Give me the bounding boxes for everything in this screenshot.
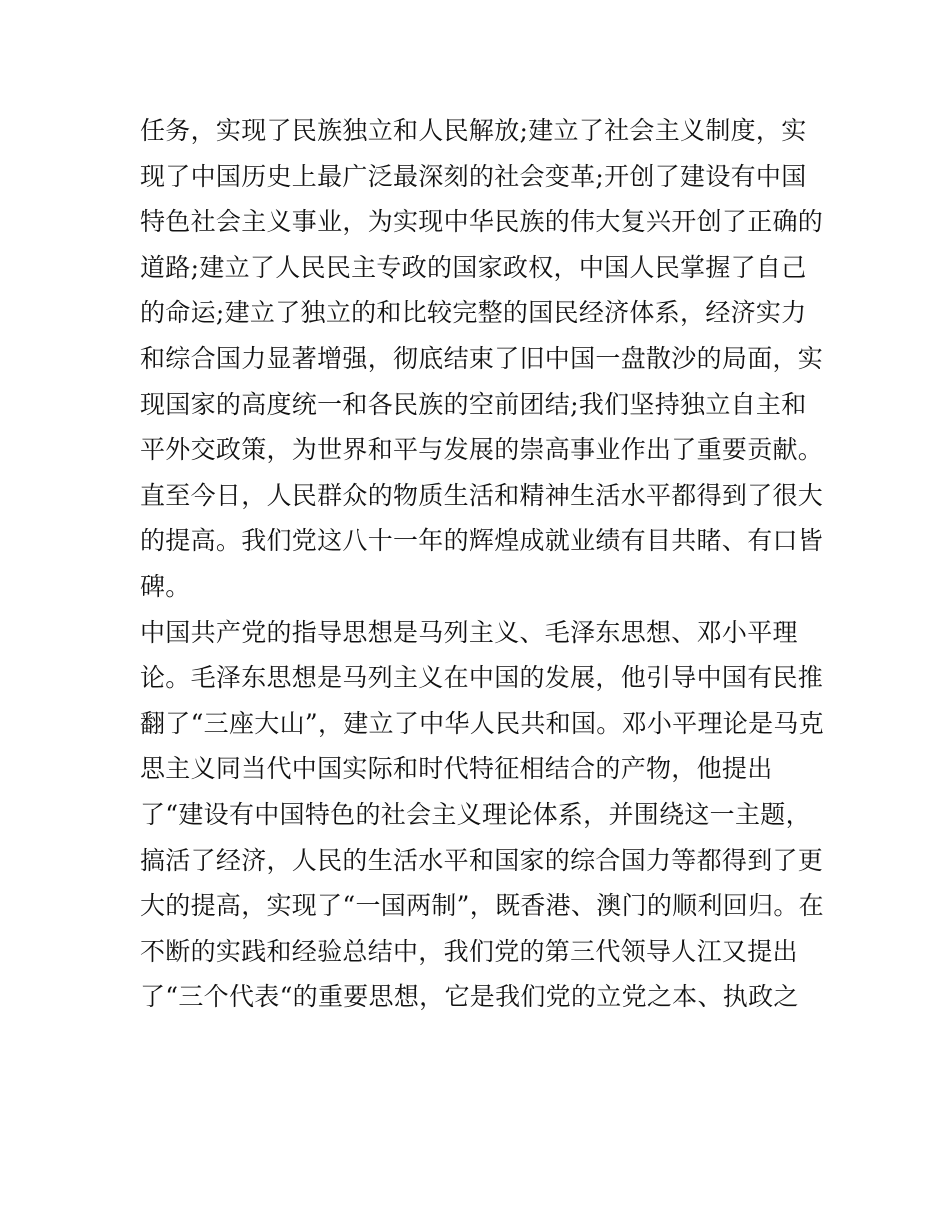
text-line: 任务，实现了民族独立和人民解放;建立了社会主义制度，实 <box>140 116 807 145</box>
text-line: 碑。 <box>140 571 191 601</box>
text-line: 中国共产党的指导思想是马列主义、毛泽东思想、邓小平理 <box>140 617 798 647</box>
text-line: 论。毛泽东思想是马列主义在中国的发展，他引导中国有民推 <box>140 663 824 693</box>
text-line: 平外交政策，为世界和平与发展的崇高事业作出了重要贡献。 <box>140 435 824 465</box>
text-line: 大的提高，实现了“一国两制”，既香港、澳门的顺利回归。在 <box>140 891 824 921</box>
text-line: 了“三个代表“的重要思想，它是我们党的立党之本、执政之 <box>140 982 799 1012</box>
body-text <box>140 108 824 1020</box>
text-line: 现国家的高度统一和各民族的空前团结;我们坚持独立自主和 <box>140 389 807 419</box>
text-line: 的提高。我们党这八十一年的辉煌成就业绩有目共睹、有口皆 <box>140 526 824 556</box>
text-line: 不断的实践和经验总结中，我们党的第三代领导人江又提出 <box>140 936 798 966</box>
text-line: 的命运;建立了独立的和比较完整的国民经济体系，经济实力 <box>140 298 807 328</box>
text-line: 现了中国历史上最广泛最深刻的社会变革;开创了建设有中国 <box>140 161 807 191</box>
text-line: 翻了“三座大山”，建立了中华人民共和国。邓小平理论是马克 <box>140 708 824 738</box>
text-line: 思主义同当代中国实际和时代特征相结合的产物，他提出 <box>140 754 773 784</box>
text-line: 搞活了经济，人民的生活水平和国家的综合国力等都得到了更 <box>140 845 824 875</box>
text-line: 特色社会主义事业，为实现中华民族的伟大复兴开创了正确的 <box>140 207 824 237</box>
text-line: 直至今日，人民群众的物质生活和精神生活水平都得到了很大 <box>140 480 824 510</box>
text-line: 了“建设有中国特色的社会主义理论体系，并围绕这一主题， <box>140 799 811 829</box>
text-line: 和综合国力显著增强，彻底结束了旧中国一盘散沙的局面，实 <box>140 343 824 373</box>
text-line: 道路;建立了人民民主专政的国家政权，中国人民掌握了自己 <box>140 252 807 282</box>
